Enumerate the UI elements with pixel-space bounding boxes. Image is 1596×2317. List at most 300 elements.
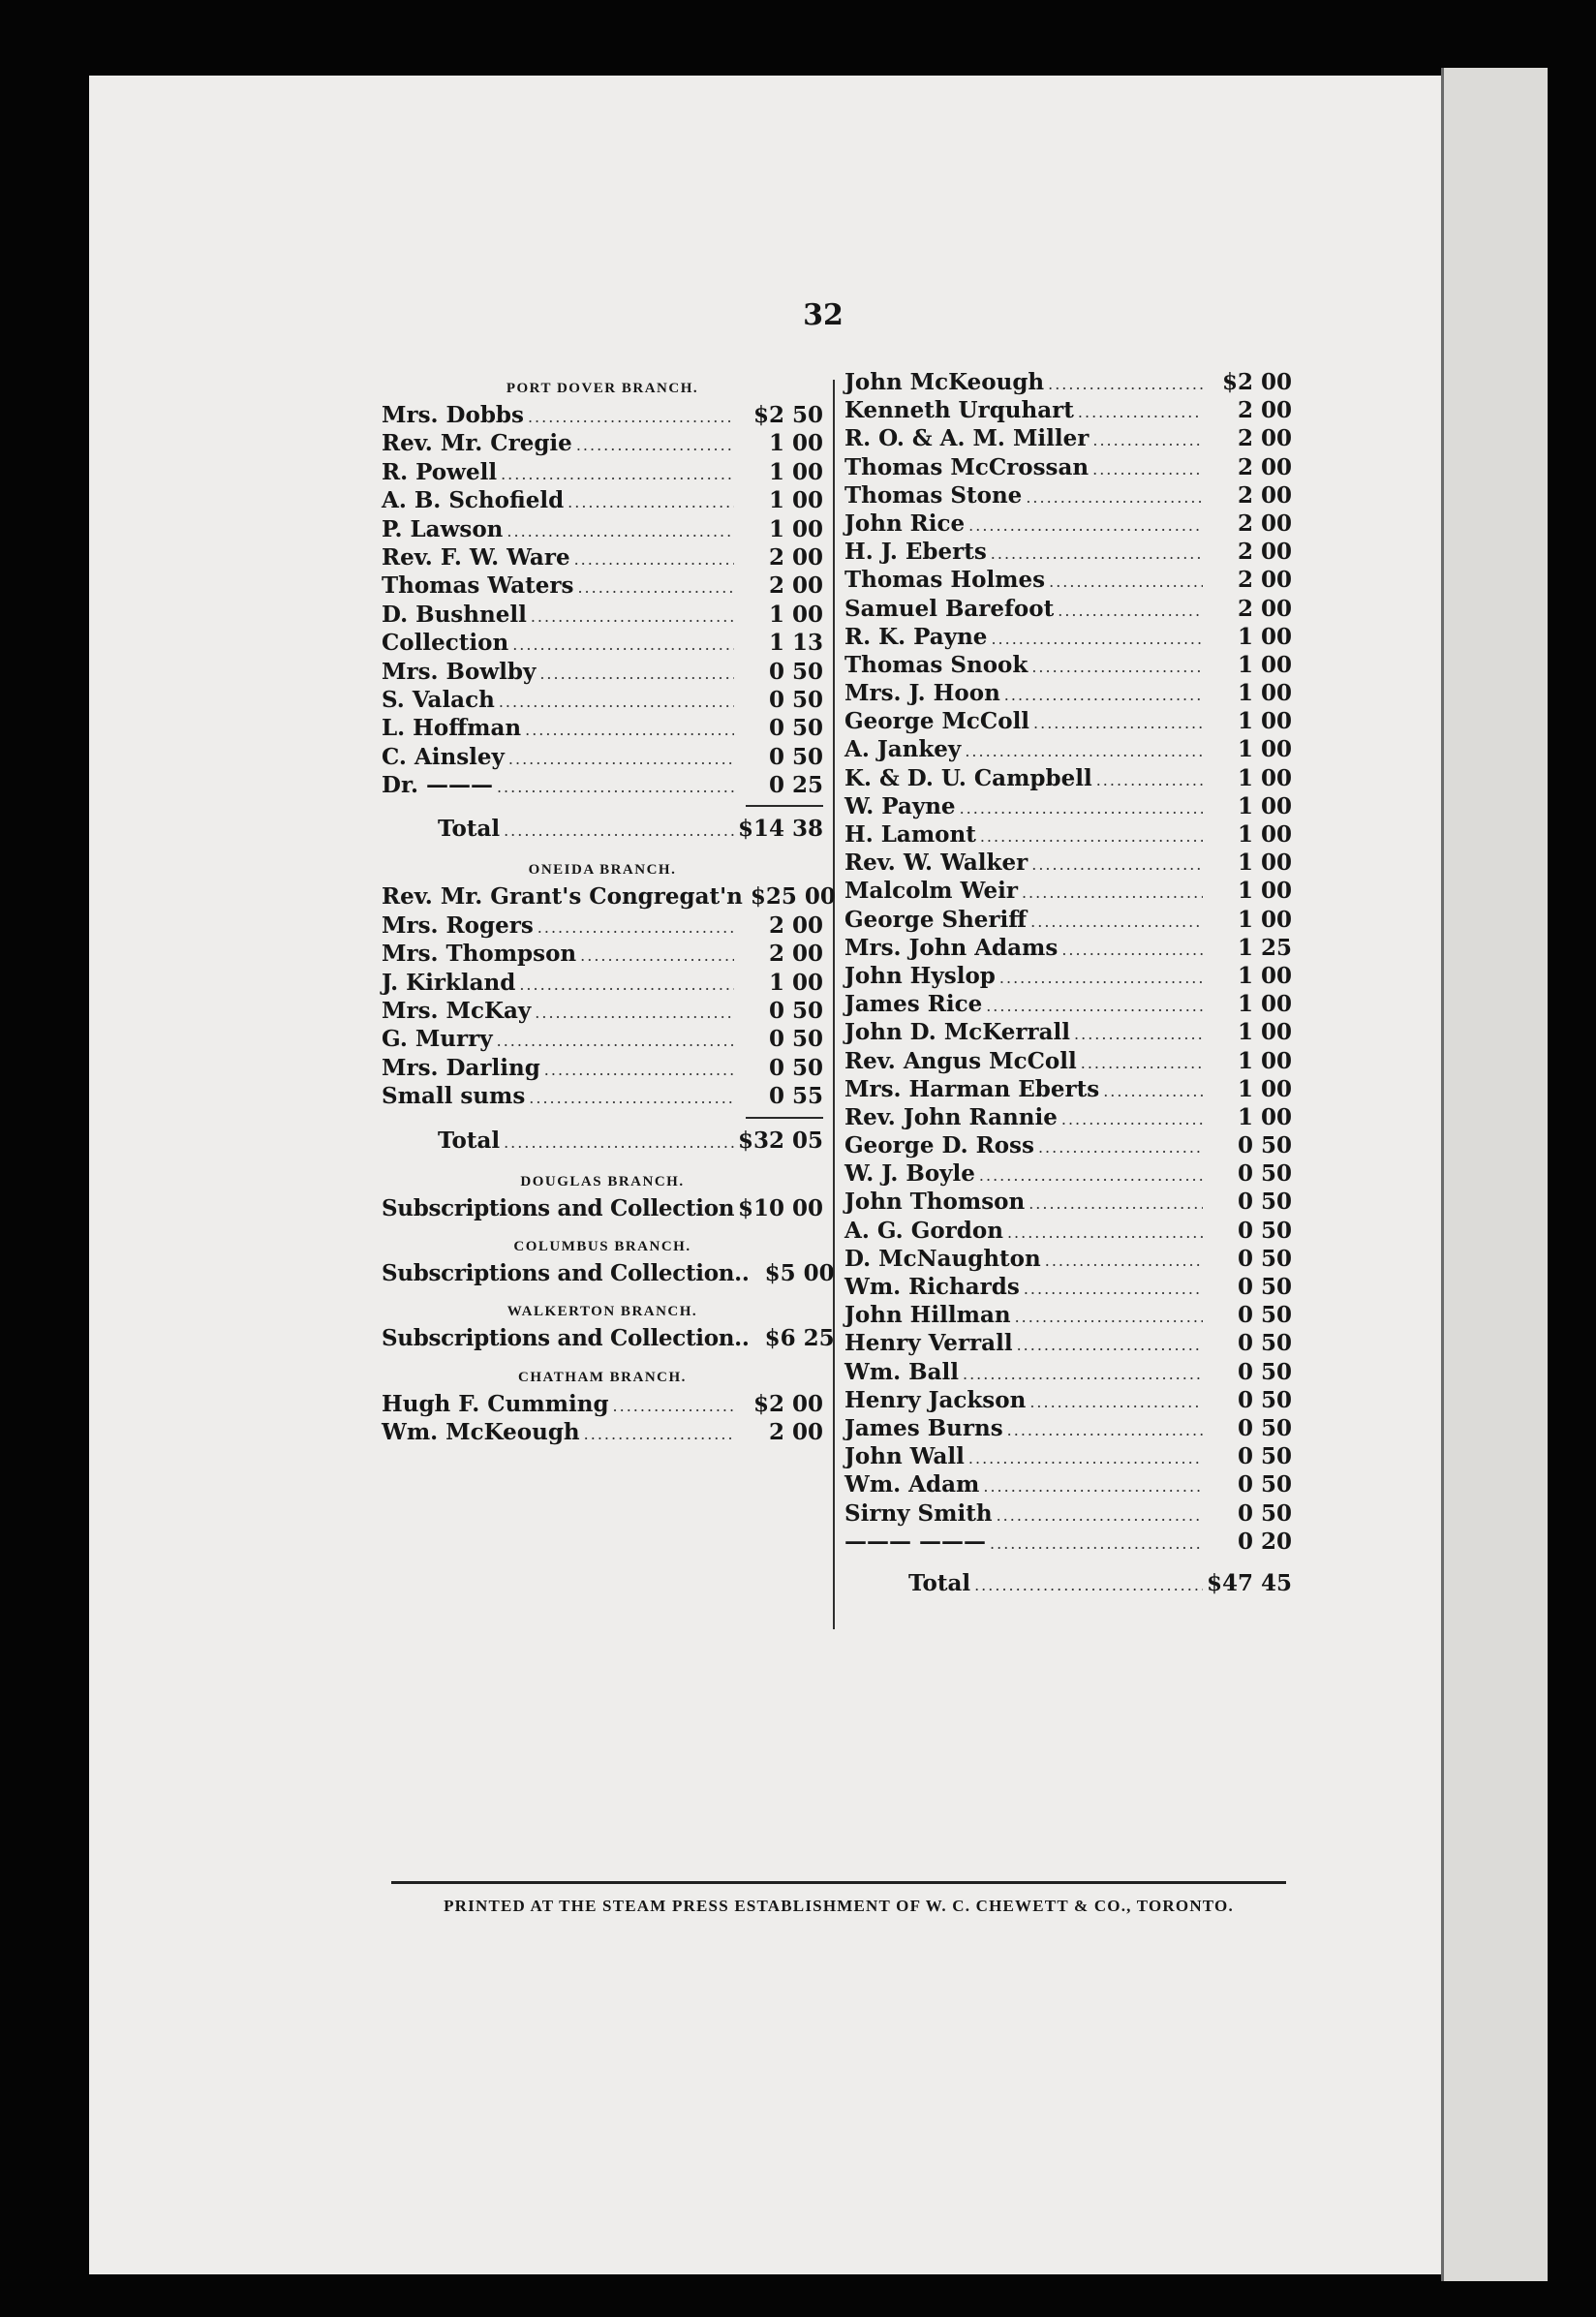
entry-amount: 1 00: [768, 487, 823, 514]
entry-name: K. & D. U. Campbell: [844, 764, 1092, 791]
leader-dots: [1045, 1247, 1203, 1275]
list-item: [844, 707, 1292, 735]
list-item: [382, 543, 823, 572]
list-item: [382, 458, 823, 486]
entry-amount: 0 50: [1237, 1217, 1292, 1244]
leader-dots: [1038, 1133, 1203, 1161]
leader-dots: [1017, 1331, 1203, 1359]
leader-dots: [499, 688, 734, 716]
columbus-entry: [382, 1259, 835, 1287]
leader-dots: [613, 1392, 734, 1420]
entry-name: Henry Jackson: [844, 1386, 1027, 1413]
entry-name: Mrs. Bowlby: [382, 658, 537, 685]
entry-amount: 0 50: [1237, 1330, 1292, 1357]
entry-amount: 2 00: [768, 543, 823, 571]
entry-name: A. B. Schofield: [382, 487, 565, 514]
list-item: [844, 396, 1292, 424]
list-item: [382, 401, 823, 429]
leader-dots: [991, 625, 1203, 653]
entry-name: D. Bushnell: [382, 601, 527, 628]
list-item: [382, 911, 823, 940]
entry-amount: $25 00: [750, 883, 836, 911]
leader-dots: [544, 1056, 734, 1084]
left-column: [382, 376, 836, 1447]
list-item: [844, 1103, 1292, 1131]
entry-name: John Wall: [844, 1443, 965, 1470]
leader-dots: [525, 716, 734, 744]
list-item: [382, 1082, 823, 1110]
leader-dots: [1092, 455, 1203, 483]
list-item: [844, 1047, 1292, 1075]
leader-dots: [537, 913, 734, 942]
list-item: [844, 1131, 1292, 1159]
list-item: [844, 1075, 1292, 1103]
list-item: [844, 792, 1292, 820]
leader-dots: [568, 488, 734, 516]
entry-amount: 0 50: [768, 743, 823, 770]
list-item: [844, 368, 1292, 396]
entry-name: Kenneth Urquhart: [844, 397, 1074, 424]
leader-dots: [963, 1360, 1203, 1388]
list-item: [382, 629, 823, 657]
entry-amount: 2 00: [1237, 397, 1292, 424]
leader-dots: [1024, 1275, 1203, 1303]
entry-amount: 1 00: [1237, 878, 1292, 905]
entry-amount: 0 50: [768, 1054, 823, 1081]
entry-name: Rev. Mr. Cregie: [382, 430, 572, 457]
leader-dots: [1078, 398, 1203, 426]
entry-name: Rev. Mr. Grant's Congregat'n: [382, 883, 743, 911]
entry-name: Malcolm Weir: [844, 878, 1018, 905]
entry-name: Thomas Holmes: [844, 567, 1046, 594]
list-item: [844, 934, 1292, 962]
entry-amount: 0 25: [768, 772, 823, 799]
list-item: [844, 595, 1292, 623]
entry-name: L. Hoffman: [382, 715, 522, 742]
list-item: [844, 990, 1292, 1018]
leader-dots: [584, 1420, 734, 1448]
leader-dots: [991, 540, 1203, 568]
list-item: [844, 962, 1292, 990]
entry-amount: 0 50: [1237, 1386, 1292, 1413]
entry-name: Subscriptions and Collection..: [382, 1325, 750, 1352]
entry-amount: 1 13: [768, 630, 823, 657]
leader-dots: [1015, 1303, 1203, 1331]
entry-name: Mrs. Dobbs: [382, 402, 524, 428]
entry-amount: 1 00: [1237, 708, 1292, 735]
leader-dots: [577, 573, 734, 602]
list-item: [382, 743, 823, 771]
entry-amount: $2 50: [752, 402, 823, 428]
douglas-heading: DOUGLAS BRANCH.: [520, 1173, 685, 1189]
total-label: Total: [908, 1569, 971, 1596]
entry-amount: 2 00: [1237, 453, 1292, 480]
leader-dots: [986, 992, 1203, 1020]
entry-amount: 1 00: [1237, 764, 1292, 791]
entry-amount: 0 50: [1237, 1358, 1292, 1385]
entry-name: R. Powell: [382, 458, 498, 485]
chatham-continued-list: [844, 368, 1292, 1556]
chatham-list: [382, 1390, 823, 1447]
leader-dots: [580, 942, 734, 970]
list-item: [382, 658, 823, 686]
entry-name: Samuel Barefoot: [844, 595, 1055, 622]
page-edge-line: [1441, 68, 1444, 2281]
entry-amount: $6 25: [764, 1325, 835, 1352]
leader-dots: [535, 999, 734, 1027]
entry-name: W. J. Boyle: [844, 1160, 975, 1188]
leader-dots: [968, 511, 1203, 540]
entry-name: R. K. Payne: [844, 623, 988, 650]
entry-amount: 1 00: [1237, 1103, 1292, 1130]
entry-name: A. Jankey: [844, 736, 962, 763]
entry-name: H. Lamont: [844, 821, 976, 848]
entry-name: Thomas McCrossan: [844, 453, 1090, 480]
leader-dots: [983, 1472, 1203, 1500]
list-item: [844, 1159, 1292, 1188]
entry-amount: 2 00: [768, 572, 823, 600]
entry-name: John Thomson: [844, 1189, 1026, 1216]
port-dover-total: [382, 813, 823, 846]
entry-amount: 1 00: [1237, 962, 1292, 989]
entry-name: Subscriptions and Collection..: [382, 1259, 750, 1286]
leader-dots: [1004, 681, 1203, 709]
entry-name: Thomas Waters: [382, 572, 574, 600]
list-item: [844, 510, 1292, 538]
entry-name: John Hillman: [844, 1302, 1011, 1329]
list-item: [382, 714, 823, 742]
walkerton-entry: [382, 1324, 835, 1352]
entry-amount: 0 50: [1237, 1443, 1292, 1470]
entry-name: Sirny Smith: [844, 1499, 993, 1527]
total-amount: $32 05: [737, 1127, 823, 1154]
list-item: [382, 1390, 823, 1418]
list-item: [382, 882, 836, 911]
page-number: 32: [803, 298, 844, 332]
leader-dots: [531, 602, 734, 631]
leader-dots: [1033, 709, 1203, 737]
list-item: [844, 764, 1292, 792]
entry-name: George McColl: [844, 708, 1030, 735]
entry-amount: 1 00: [1237, 651, 1292, 678]
entry-name: A. G. Gordon: [844, 1217, 1003, 1244]
leader-dots: [1096, 766, 1203, 794]
list-item: [382, 486, 823, 514]
entry-amount: 0 50: [1237, 1274, 1292, 1300]
list-item: [844, 1018, 1292, 1046]
entry-name: Small sums: [382, 1083, 526, 1110]
footer-rule: [391, 1881, 1286, 1884]
list-item: [382, 1054, 823, 1082]
entry-name: George Sheriff: [844, 906, 1028, 933]
entry-amount: $2 00: [752, 1390, 823, 1417]
entry-amount: 1 00: [1237, 850, 1292, 877]
port-dover-list: [382, 401, 823, 799]
list-item: [844, 1273, 1292, 1301]
leader-dots: [1103, 1077, 1203, 1105]
entry-name: Wm. Richards: [844, 1274, 1020, 1300]
entry-name: Mrs. Thompson: [382, 941, 577, 968]
leader-dots: [504, 1127, 734, 1159]
list-item: [382, 429, 823, 457]
printer-imprint: PRINTED AT THE STEAM PRESS ESTABLISHMENT OF W. C. CHEWETT & CO., TORONTO.: [444, 1897, 1234, 1915]
entry-name: Mrs. McKay: [382, 998, 532, 1025]
chatham-heading: CHATHAM BRANCH.: [518, 1369, 687, 1385]
entry-amount: 0 50: [1237, 1499, 1292, 1527]
list-item: [844, 1470, 1292, 1498]
leader-dots: [529, 1084, 734, 1112]
entry-amount: 0 50: [1237, 1414, 1292, 1441]
list-item: [844, 651, 1292, 679]
leader-dots: [576, 431, 734, 459]
entry-amount: 2 00: [1237, 481, 1292, 509]
entry-name: James Rice: [844, 991, 983, 1018]
entry-amount: 1 00: [1237, 1019, 1292, 1046]
leader-dots: [974, 1571, 1203, 1599]
total-amount: $47 45: [1206, 1569, 1292, 1596]
list-item: [844, 877, 1292, 905]
total-amount: $14 38: [737, 816, 823, 843]
entry-name: H. J. Eberts: [844, 539, 987, 566]
leader-dots: [508, 745, 734, 773]
list-item: [844, 1528, 1292, 1556]
entry-amount: $5 00: [764, 1259, 835, 1286]
list-item: [844, 1442, 1292, 1470]
list-item: [844, 735, 1292, 763]
walkerton-heading: WALKERTON BRANCH.: [506, 1304, 698, 1320]
entry-name: Thomas Stone: [844, 481, 1023, 509]
leader-dots: [999, 964, 1203, 992]
entry-amount: 0 50: [768, 658, 823, 685]
page-edge: [1441, 68, 1548, 2281]
leader-dots: [501, 460, 734, 488]
entry-amount: 0 50: [768, 998, 823, 1025]
list-item: [844, 1358, 1292, 1386]
entry-name: George D. Ross: [844, 1132, 1034, 1159]
list-item: [844, 1499, 1292, 1528]
entry-amount: 1 00: [768, 458, 823, 485]
leader-dots: [539, 660, 734, 688]
entry-amount: 0 50: [1237, 1245, 1292, 1272]
leader-dots: [1058, 597, 1203, 625]
leader-dots: [1049, 568, 1203, 596]
leader-dots: [528, 403, 734, 431]
entry-amount: 1 00: [768, 601, 823, 628]
leader-dots: [519, 971, 734, 999]
entry-name: John D. McKerrall: [844, 1019, 1071, 1046]
entry-amount: 1 00: [1237, 1075, 1292, 1102]
entry-amount: 1 00: [768, 430, 823, 457]
entry-name: C. Ainsley: [382, 743, 505, 770]
leader-dots: [1061, 936, 1203, 964]
entry-amount: 2 00: [768, 911, 823, 939]
leader-dots: [504, 815, 734, 848]
leader-dots: [1026, 483, 1203, 511]
douglas-entry: [382, 1194, 823, 1222]
entry-name: Collection: [382, 630, 509, 657]
list-item: [382, 572, 823, 600]
entry-amount: 0 50: [1237, 1160, 1292, 1188]
entry-amount: 1 00: [1237, 736, 1292, 763]
port-dover-heading: PORT DOVER BRANCH.: [506, 381, 699, 396]
entry-amount: 0 20: [1237, 1528, 1292, 1555]
entry-name: D. McNaughton: [844, 1245, 1041, 1272]
entry-name: Thomas Snook: [844, 651, 1028, 678]
entry-amount: 2 00: [768, 941, 823, 968]
entry-name: Subscriptions and Collection: [382, 1194, 735, 1221]
list-item: [382, 515, 823, 543]
list-item: [844, 1245, 1292, 1273]
entry-amount: 1 00: [1237, 792, 1292, 819]
leader-dots: [979, 1161, 1203, 1189]
entry-name: G. Murry: [382, 1026, 493, 1053]
leader-dots: [506, 517, 734, 545]
leader-dots: [1031, 850, 1203, 879]
leader-dots: [1022, 879, 1203, 907]
entry-amount: $2 00: [1221, 369, 1292, 395]
entry-amount: 0 50: [1237, 1189, 1292, 1216]
leader-dots: [1007, 1219, 1203, 1247]
list-item: [382, 686, 823, 714]
right-column: [844, 368, 1292, 1597]
entry-amount: 0 50: [1237, 1132, 1292, 1159]
leader-dots: [968, 1444, 1203, 1472]
entry-amount: 1 00: [1237, 906, 1292, 933]
entry-name: J. Kirkland: [382, 969, 516, 996]
entry-name: Mrs. John Adams: [844, 934, 1059, 961]
entry-name: P. Lawson: [382, 515, 504, 542]
leader-dots: [997, 1501, 1203, 1529]
entry-amount: 1 25: [1237, 934, 1292, 961]
leader-dots: [1029, 1388, 1203, 1416]
list-item: [382, 771, 823, 799]
oneida-list: [382, 882, 836, 1110]
list-item: [382, 997, 823, 1025]
columbus-heading: COLUMBUS BRANCH.: [513, 1238, 691, 1254]
entry-amount: 1 00: [1237, 991, 1292, 1018]
entry-name: R. O. & A. M. Miller: [844, 425, 1090, 452]
entry-amount: 1 00: [1237, 821, 1292, 848]
entry-amount: 0 55: [768, 1083, 823, 1110]
list-item: [382, 1025, 823, 1053]
entry-name: John Rice: [844, 510, 966, 537]
list-item: [844, 1329, 1292, 1357]
leader-dots: [497, 1027, 734, 1055]
entry-name: Rev. Angus McColl: [844, 1047, 1077, 1074]
entry-name: Hugh F. Cumming: [382, 1390, 609, 1417]
list-item: [382, 940, 823, 968]
entry-name: Rev. John Rannie: [844, 1103, 1058, 1130]
list-item: [844, 849, 1292, 877]
list-item: [844, 820, 1292, 849]
leader-dots: [512, 631, 734, 659]
total-label: Total: [438, 816, 501, 843]
entry-amount: 2 00: [1237, 595, 1292, 622]
list-item: [382, 969, 823, 997]
leader-dots: [1031, 653, 1203, 681]
entry-amount: 2 00: [1237, 510, 1292, 537]
leader-dots: [1074, 1020, 1203, 1048]
entry-name: John Hyslop: [844, 962, 996, 989]
entry-name: Mrs. Rogers: [382, 911, 534, 939]
list-item: [844, 1217, 1292, 1245]
entry-amount: 0 50: [768, 1026, 823, 1053]
list-item: [844, 906, 1292, 934]
list-item: [844, 1386, 1292, 1414]
entry-name: Mrs. J. Hoon: [844, 680, 1000, 707]
entry-amount: 1 00: [1237, 623, 1292, 650]
port-dover-total-rule: [746, 805, 823, 807]
entry-amount: 1 00: [768, 515, 823, 542]
list-item: [844, 424, 1292, 452]
entry-name: Wm. Ball: [844, 1358, 959, 1385]
list-item: [844, 1188, 1292, 1216]
entry-name: Dr. ———: [382, 772, 493, 799]
entry-amount: 2 00: [1237, 567, 1292, 594]
leader-dots: [574, 545, 734, 573]
list-item: [844, 679, 1292, 707]
entry-amount: 0 50: [1237, 1302, 1292, 1329]
column-divider: [833, 380, 835, 1629]
entry-name: John McKeough: [844, 369, 1045, 395]
entry-name: S. Valach: [382, 686, 495, 713]
leader-dots: [1007, 1416, 1203, 1444]
entry-amount: 0 50: [768, 715, 823, 742]
entry-name: Mrs. Darling: [382, 1054, 540, 1081]
entry-amount: 2 00: [768, 1419, 823, 1446]
entry-name: Wm. Adam: [844, 1471, 980, 1498]
leader-dots: [965, 737, 1203, 765]
leader-dots: [1028, 1189, 1203, 1218]
entry-name: Mrs. Harman Eberts: [844, 1075, 1100, 1102]
entry-name: Henry Verrall: [844, 1330, 1013, 1357]
entry-name: ——— ———: [844, 1528, 987, 1555]
entry-name: Wm. McKeough: [382, 1419, 580, 1446]
entry-amount: 0 50: [768, 686, 823, 713]
oneida-heading: ONEIDA BRANCH.: [528, 862, 677, 879]
entry-amount: 1 00: [1237, 680, 1292, 707]
leader-dots: [990, 1529, 1203, 1558]
list-item: [844, 1414, 1292, 1442]
leader-dots: [1092, 426, 1203, 454]
list-item: [382, 1418, 823, 1446]
list-item: [844, 1301, 1292, 1329]
oneida-total: [382, 1125, 823, 1158]
list-item: [844, 481, 1292, 510]
entry-amount: 0 50: [1237, 1471, 1292, 1498]
list-item: [844, 453, 1292, 481]
leader-dots: [497, 773, 734, 801]
entry-amount: 2 00: [1237, 539, 1292, 566]
entry-amount: 2 00: [1237, 425, 1292, 452]
entry-name: W. Payne: [844, 792, 956, 819]
entry-name: Rev. W. Walker: [844, 850, 1028, 877]
list-item: [844, 623, 1292, 651]
list-item: [844, 538, 1292, 566]
leader-dots: [1061, 1105, 1203, 1133]
oneida-total-rule: [746, 1117, 823, 1119]
total-label: Total: [438, 1127, 501, 1154]
entry-amount: 1 00: [1237, 1047, 1292, 1074]
leader-dots: [1030, 908, 1203, 936]
entry-amount: $10 00: [737, 1194, 823, 1221]
list-item: [382, 601, 823, 629]
entry-name: Rev. F. W. Ware: [382, 543, 570, 571]
leader-dots: [980, 822, 1203, 850]
leader-dots: [960, 794, 1203, 822]
entry-name: James Burns: [844, 1414, 1003, 1441]
entry-amount: 1 00: [768, 969, 823, 996]
